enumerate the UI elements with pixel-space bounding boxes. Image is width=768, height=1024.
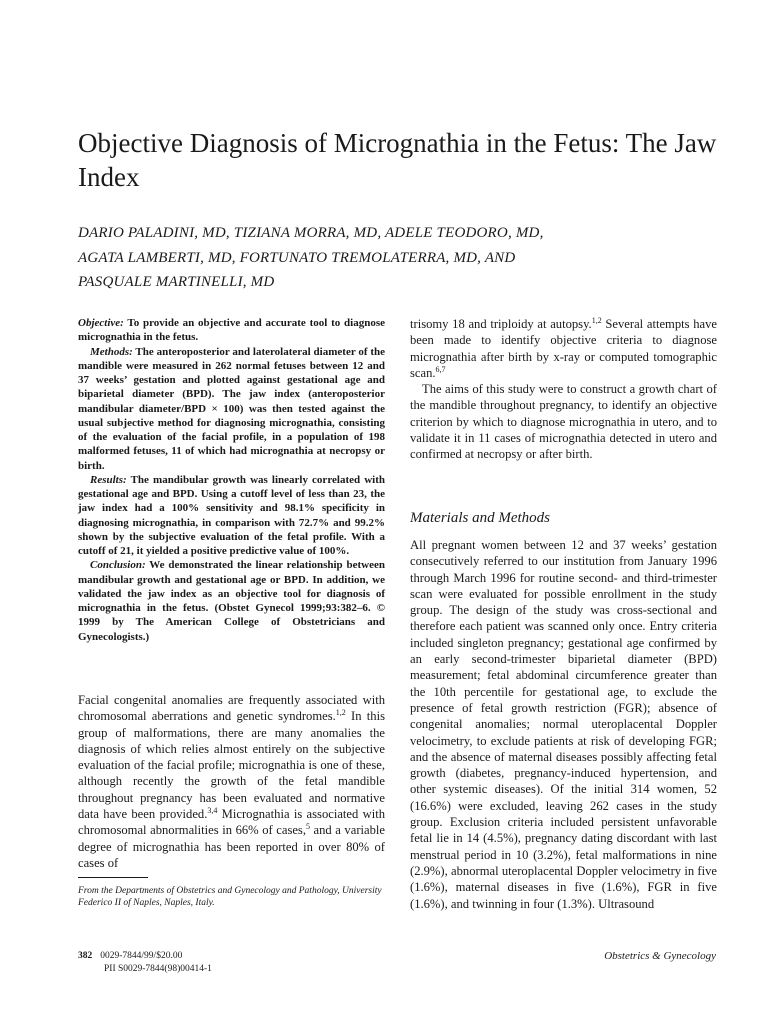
pii: PII S0029-7844(98)00414-1 xyxy=(104,963,212,974)
intro-continuation xyxy=(410,316,717,381)
citation: 6,7 xyxy=(435,364,446,374)
objective-text: To provide an objective and accurate tool to diagnose micrognathia in the fetus. xyxy=(78,317,385,344)
conclusion-text: We demonstrated the linear relationship between mandibular growth and gestational age or BPD. In addition, we validated the jaw index as an objective tool for diagnosis of micrognathia in the fetus. (Obstet Gynecol 1999;93:382–6. © 1999 by The American College of Obstetricians and Gynecologists.) xyxy=(78,559,385,643)
journal-name: Obstetrics & Gynecology xyxy=(604,950,716,962)
section-heading: Materials and Methods xyxy=(410,510,550,526)
affiliation-footnote: From the Departments of Obstetrics and Gynecology and Pathology, University Federico II of Naples, Naples, Italy. xyxy=(78,886,382,908)
citation: 3,4 xyxy=(207,805,218,815)
methods-label: Methods: xyxy=(90,345,133,358)
author-list xyxy=(78,221,718,295)
issn: 0029-7844/99/$20.00 xyxy=(100,951,183,961)
intro-text: Micrognathia is associated with chromosomal abnormalities in 66% of cases, xyxy=(78,807,385,838)
aims-paragraph: The aims of this study were to construct a growth chart of the mandible throughout pregnancy, to identify an objective criterion by which to diagnose micrognathia in utero, and to validate it in 11 cases of micrognathia detected in utero and confirmed at necropsy or after birth. xyxy=(410,382,717,462)
page-footer-left xyxy=(78,950,212,975)
citation: 1,2 xyxy=(335,708,346,718)
author-line: AGATA LAMBERTI, MD, FORTUNATO TREMOLATERRA, MD, AND xyxy=(78,249,516,266)
abstract-objective xyxy=(78,316,385,345)
intro-text: In this group of malformations, there are many anomalies the diagnosis of which relies almost entirely on the subjective evaluation of the facial profile; micrognathia is one of these, although recently the growth of the fetal mandible throughout pregnancy has been evaluated and normative data have been provided. xyxy=(78,709,385,822)
methods-section xyxy=(410,537,717,912)
introduction-left xyxy=(78,692,385,871)
methods-paragraph: All pregnant women between 12 and 37 weeks’ gestation consecutively referred to our institution from January 1996 through March 1996 for routine second- and third-trimester scan were evaluated for possible enrollment in the study group. The design of the study was cross-sectional and therefore each patient was scanned only once. Entry criteria included singleton pregnancy; gestational age confirmed by an early second-trimester biparietal diameter (BPD) measurement; fetal abdominal circumference greater than the 10th percentile for gestational age, to exclude the presence of fetal growth restriction (FGR); absence of congenital anomalies; normal uteroplacental Doppler velocimetry, to exclude patients at risk of developing FGR; and the absence of maternal diseases possibly affecting fetal growth (diabetes, pregnancy-induced hypertension, and other systemic diseases). Of the initial 314 women, 52 (16.6%) were excluded, leaving 262 cases in the study group. Exclusion criteria included persistent unfavorable fetal lie in 14 (4.5%), pregnancy dating discordant with last menstrual period in 10 (3.2%), fetal malformations in nine (2.9%), abnormal uteroplacental Doppler velocimetry in five (1.6%), maternal diseases in five (1.6%), FGR in five (1.6%), and twinning in four (1.3%). Ultrasound xyxy=(410,538,717,911)
author-line: PASQUALE MARTINELLI, MD xyxy=(78,274,275,290)
footnote-divider xyxy=(78,877,148,878)
abstract-conclusion xyxy=(78,558,385,644)
page-number: 382 xyxy=(78,951,93,961)
intro-text: Facial congenital anomalies are frequently associated with chromosomal aberrations and genetic syndromes. xyxy=(78,693,385,724)
methods-text: The anteroposterior and laterolateral diameter of the mandible were measured in 262 normal fetuses between 12 and 37 weeks’ gestation and plotted against gestational age and biparietal diameter (BPD). The jaw index (anteroposterior mandibular diameter/BPD × 100) was then tested against the usual subjective method for diagnosing micrognathia, consisting of the evaluation of the facial profile, in a population of 198 malformed fetuses, 11 of which had micrognathia at necropsy or birth. xyxy=(78,345,385,472)
intro-paragraph xyxy=(78,692,385,871)
citation: 5 xyxy=(305,822,310,832)
results-text: The mandibular growth was linearly correlated with gestational age and BPD. Using a cutoff level of less than 23, the jaw index had a 100% sensitivity and 98.1% specificity in diagnosing micrognathia, in comparison with 72.7% and 99.2% shown by the subjective evaluation of the fetal profile. With a cutoff of 21, it yielded a positive predictive value of 100%. xyxy=(78,473,385,557)
introduction-right xyxy=(410,316,717,463)
citation: 1,2 xyxy=(591,315,602,325)
conclusion-label: Conclusion: xyxy=(90,559,146,572)
intro-text: trisomy 18 and triploidy at autopsy. xyxy=(410,317,592,331)
results-label: Results: xyxy=(90,473,127,486)
abstract xyxy=(78,316,385,644)
objective-label: Objective: xyxy=(78,317,124,329)
abstract-methods xyxy=(78,345,385,473)
author-line: DARIO PALADINI, MD, TIZIANA MORRA, MD, ADELE TEODORO, MD, xyxy=(78,225,544,241)
intro-text: Several attempts have been made to identify objective criteria to diagnose micrognathia after birth by x-ray or computed tomographic scan. xyxy=(410,317,717,380)
intro-text: and a variable degree of micrognathia has been reported in over 80% of cases of xyxy=(78,823,385,870)
abstract-results xyxy=(78,473,385,559)
article-title: Objective Diagnosis of Micrognathia in the Fetus: The Jaw Index xyxy=(78,128,717,192)
